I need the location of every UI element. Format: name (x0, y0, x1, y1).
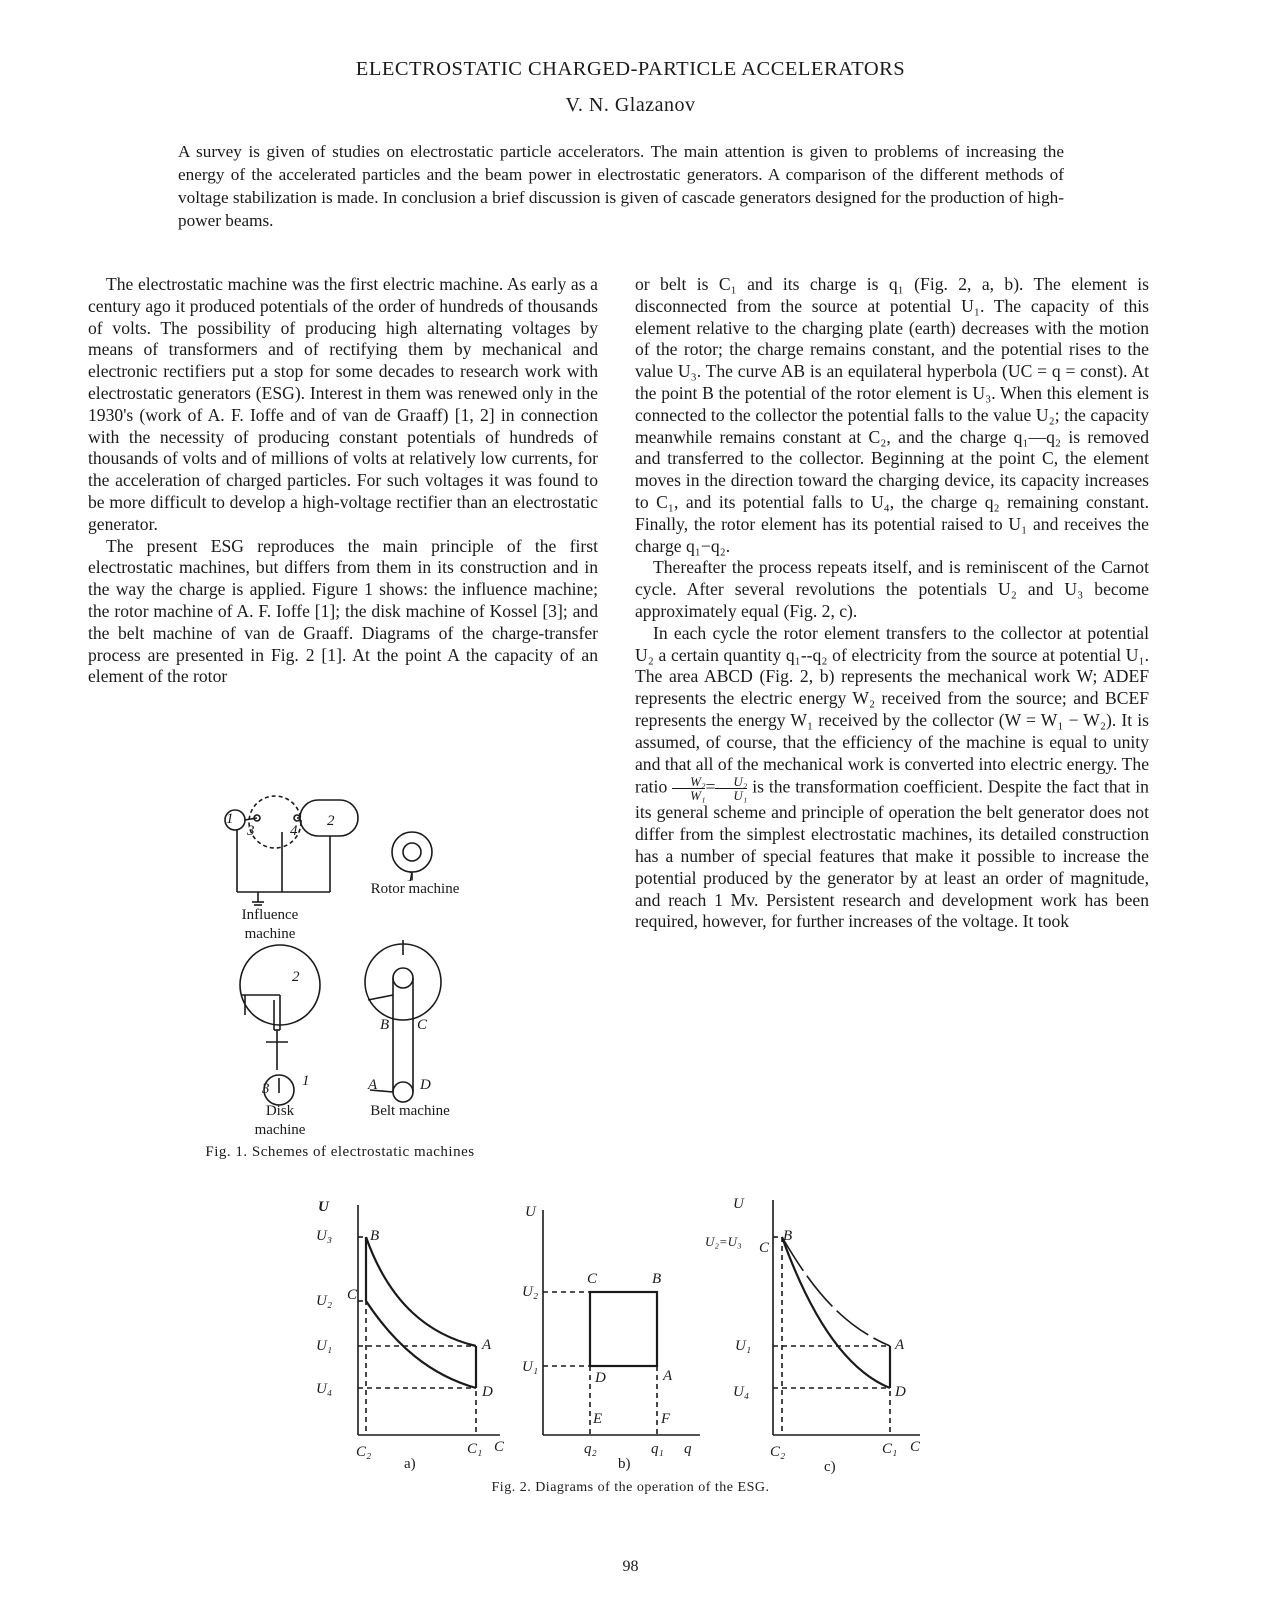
axis-label-x: C (910, 1439, 921, 1455)
ratio-w (672, 775, 705, 802)
fig1-letter: C (417, 1017, 428, 1033)
fig1-number: 2 (292, 969, 300, 985)
panel-label: a) (404, 1456, 416, 1472)
fig1-number: 1 (302, 1073, 310, 1089)
label-rotor-machine: Rotor machine (370, 881, 460, 897)
tick-label-y: U₁ (735, 1338, 752, 1354)
tick-label-y: U₁ (522, 1359, 539, 1375)
paragraph-part: In each cycle the rotor element transfers to the collector at potential U₂ a certain quantity q₁--q₂ of electricity from the source at potential U₁. The area ABCD (Fig. 2, b) represents the mechanical work W; ADEF represents the electric energy W₂ received from the source; and BCEF represents the energy W₁ received by the collector (W = W₁ − W₂). It is assumed, of course, that the efficiency of the machine is equal to unity and that all of the mechanical work is converted into electric energy. The ratio (635, 622, 1149, 797)
point-label: A (663, 1368, 673, 1384)
author-name: V. N. Glazanov (565, 94, 696, 116)
point-label: C (587, 1271, 598, 1287)
body-column-right (635, 274, 1149, 933)
axis-label-x: C (494, 1439, 505, 1455)
fig1-letter: D (420, 1077, 431, 1093)
abstract: A survey is given of studies on electrostatic particle accelerators. The main attention is given to problems of increasing the energy of the accelerated particles and the beam power in electrostatic generators. A comparison of the different methods of voltage stabilization is made. In conclusion a brief discussion is given of cascade generators designed for the production of high-power beams. (178, 142, 1064, 230)
point-label: D (482, 1384, 493, 1400)
fig1-number: 1 (226, 811, 234, 827)
fig1-letter: A (368, 1077, 378, 1093)
axis-label-x: q (684, 1441, 692, 1457)
tick-label-y: U₂=U₃ (705, 1234, 742, 1249)
point-label: A (895, 1337, 905, 1353)
fig1-letter: B (380, 1017, 390, 1033)
influence-machine-drawing (225, 796, 358, 905)
axis-label-y: U (318, 1199, 329, 1215)
label-influence-machine: Influence machine (241, 907, 299, 942)
ratio-equals: = (705, 776, 716, 797)
ratio-u-numerator: U₂ (715, 775, 747, 789)
tick-label-y: U₂ (522, 1284, 539, 1300)
ratio-u (715, 775, 747, 802)
panel-b-plot (543, 1210, 700, 1435)
point-label: A (482, 1337, 492, 1353)
tick-label-y: U₂ (316, 1293, 333, 1309)
point-label: B (652, 1271, 662, 1287)
label-disk-machine: Disk machine (254, 1103, 306, 1138)
paragraph: or belt is C₁ and its charge is q₁ (Fig. 2, a, b). The element is disconnected from the source at potential U₁. The capacity of this element relative to the charging plate (earth) decreases with the motion of the rotor; the charge remains constant, and the potential rises to the value U₃. The curve AB is an equilateral hyperbola (UC = q = const). At the point B the potential of the rotor element is U₃. When this element is connected to the collector the potential falls to the value U₂; the capacity meanwhile remains constant at C₂, and the charge q₁—q₂ is removed and transferred to the collector. Beginning at the point C, the element moves in the direction toward the charging device, its capacity increases to C₁, and its potential falls to U₄, the charge q₂ remaining constant. Finally, the rotor element has its potential raised to U₁ and receives the charge q₁−q₂. (635, 274, 1149, 556)
fig1-caption: Fig. 1. Schemes of electrostatic machines (205, 1144, 475, 1160)
axis-label-y: U (525, 1204, 536, 1220)
tick-label-x: q₂ (584, 1441, 597, 1457)
ratio-u-denominator: U₁ (733, 788, 748, 804)
axis-label-y: U (733, 1196, 744, 1212)
ratio-w-numerator: W₂ (672, 775, 705, 789)
tick-label-x: C₁ (882, 1441, 898, 1457)
tick-label-x: q₁ (651, 1441, 664, 1457)
point-label: C (347, 1287, 358, 1303)
fig1-number: 3 (247, 823, 255, 839)
tick-label-x: C₁ (467, 1441, 483, 1457)
tick-label-x: C₂ (770, 1444, 786, 1460)
ratio-w-denominator: W₁ (690, 788, 706, 804)
paragraph: The present ESG reproduces the main principle of the first electrostatic machines, but differs from them in its construction and in the way the charge is applied. Figure 1 shows: the influence machine; the rotor machine of A. F. Ioffe [1]; the disk machine of Kossel [3]; and the belt machine of van de Graaff. Diagrams of the charge-transfer process are presented in Fig. 2 [1]. At the point A the capacity of an element of the rotor (88, 535, 598, 687)
point-label: B (783, 1228, 793, 1244)
point-label: F (661, 1411, 671, 1427)
paragraph-part: is the transformation coefficient. Despite the fact that in its general scheme and principle of operation the belt generator does not differ from the simplest electrostatic machines, its detailed construction has a number of special features that make it possible to increase the potential produced by the generator by at least an order of magnitude, and reach 1 Mv. Persistent research and development work has been required, however, for further increases of the voltage. It took (635, 776, 1149, 932)
point-label: E (593, 1411, 603, 1427)
tick-label-y: U₃ (316, 1228, 333, 1244)
tick-label-y: U₄ (316, 1381, 333, 1397)
body-column-left (88, 274, 598, 688)
tick-label-y: U₄ (733, 1384, 750, 1400)
tick-label-y: U₁ (316, 1338, 333, 1354)
paper-title: ELECTROSTATIC CHARGED-PARTICLE ACCELERATORS (355, 58, 906, 80)
paragraph: Thereafter the process repeats itself, and is reminiscent of the Carnot cycle. After several revolutions the potentials U₂ and U₃ become approximately equal (Fig. 2, c). (635, 557, 1149, 621)
fig1-number: 2 (327, 813, 335, 829)
fig2-diagrams (300, 1195, 940, 1480)
fig1-number: 4 (290, 823, 298, 839)
fig2-caption: Fig. 2. Diagrams of the operation of the ESG. (491, 1480, 770, 1495)
tick-label-x: C₂ (356, 1444, 372, 1460)
paragraph: The electrostatic machine was the first electric machine. As early as a century ago it produced potentials of the order of hundreds of thousands of volts. The possibility of producing high alternating voltages by means of transformers and of rectifying them by mechanical and electronic rectifiers put a stop for some decades to research work with electrostatic generators (ESG). Interest in them was renewed only in the 1930's (work of A. F. Ioffe and of van de Graaff) [1, 2] in connection with the necessity of producing constant potentials of hundreds of thousands of volts and of millions of volts at relatively low currents, for the acceleration of charged particles. For such voltages it was found to be more difficult to develop a high-voltage rectifier than an electrostatic generator. (88, 274, 598, 534)
paragraph-with-ratio (635, 623, 1149, 933)
panel-a-plot (358, 1205, 500, 1435)
fig1-number: 1 (407, 869, 415, 885)
point-label: D (595, 1370, 606, 1386)
fig1-schemes (200, 790, 500, 1130)
page-number: 98 (622, 1558, 639, 1575)
point-label: C (759, 1240, 770, 1256)
fig1-number: 3 (262, 1081, 270, 1097)
label-belt-machine: Belt machine (370, 1103, 450, 1119)
point-label: B (370, 1228, 380, 1244)
panel-label: b) (618, 1456, 631, 1472)
panel-label: c) (824, 1459, 836, 1475)
point-label: D (895, 1384, 906, 1400)
